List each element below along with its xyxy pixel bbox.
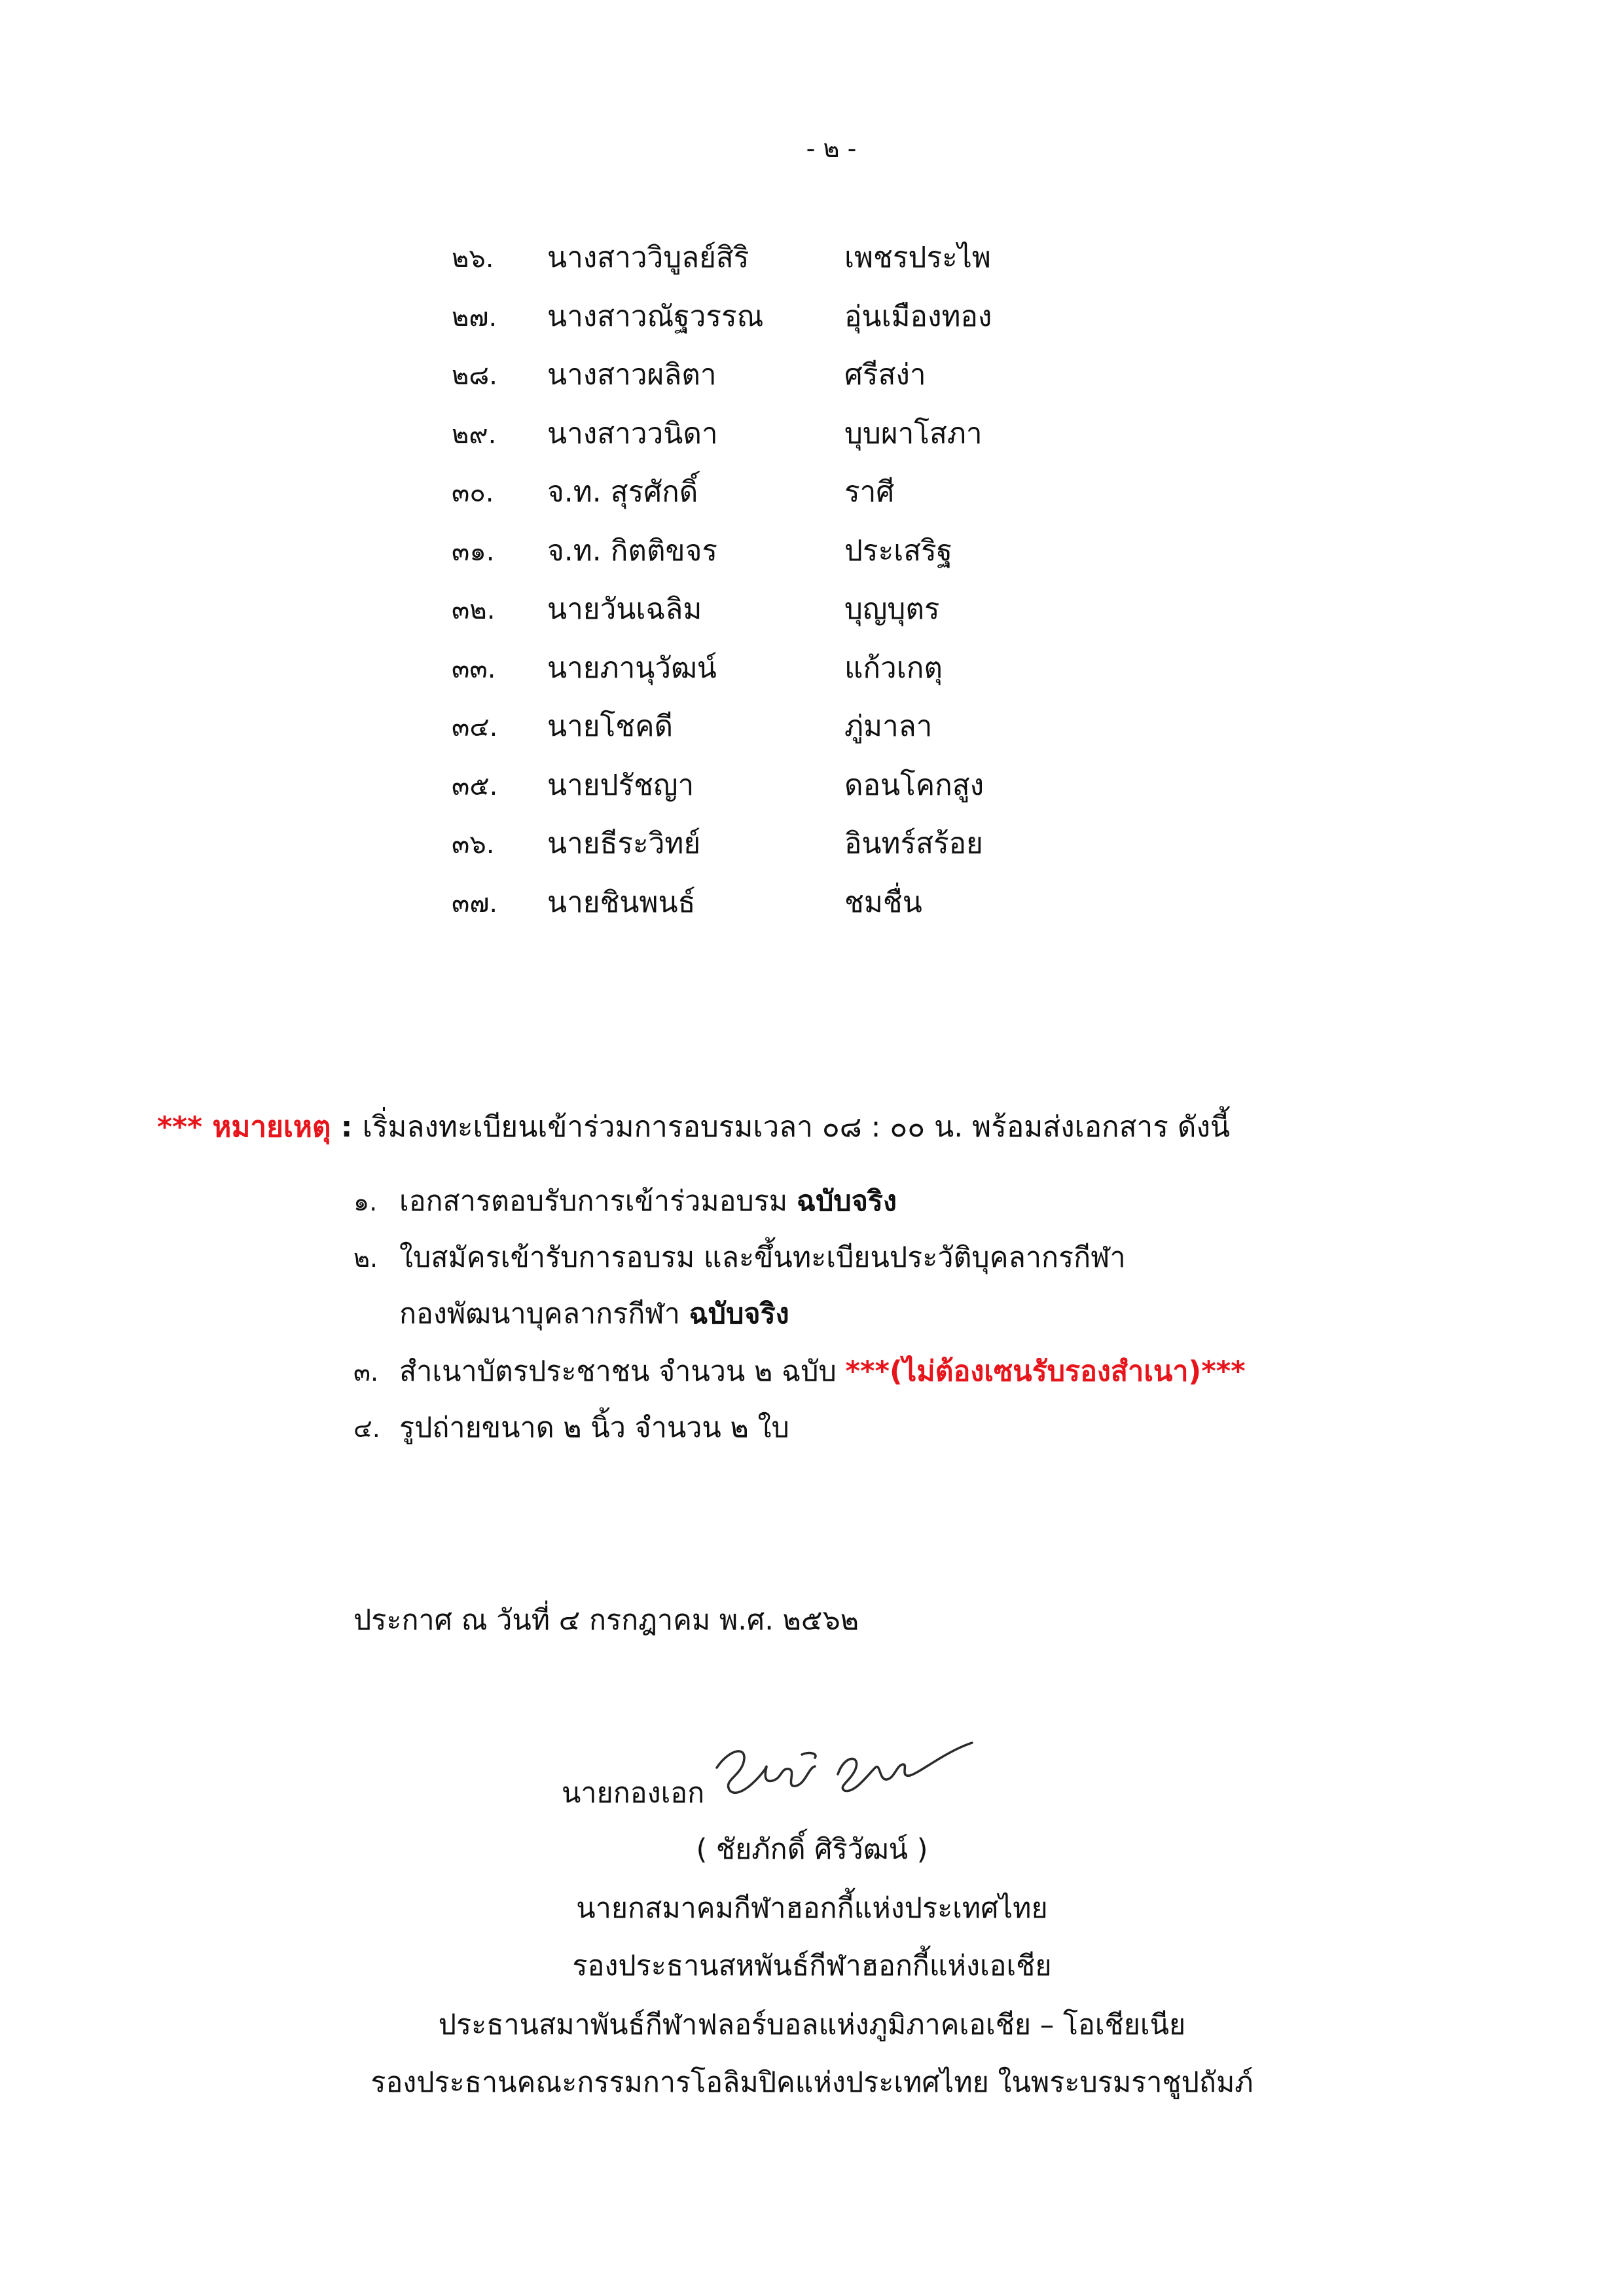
first-name: นายปรัชญา (547, 768, 695, 802)
handwritten-signature (704, 1728, 979, 1820)
first-name: นายธีระวิทย์ (547, 827, 701, 860)
item-number: ๓๕. (452, 771, 498, 801)
first-name: นางสาวผลิตา (547, 358, 717, 392)
signer-position-2: รองประธานสหพันธ์กีฬาฮอกกี้แห่งเอเชีย (572, 1950, 1052, 1982)
signer-name: ( ชัยภักดิ์ ศิริวัฒน์ ) (696, 1833, 928, 1866)
requirement-bold: ฉบับจริง (796, 1185, 897, 1218)
first-name: นางสาววนิดา (547, 416, 718, 450)
last-name: อุ่นเมืองทอง (844, 299, 992, 333)
item-number: ๒๙. (452, 419, 497, 450)
requirement-text: เอกสารตอบรับการเข้าร่วมอบรม (399, 1185, 797, 1218)
last-name: ศรีสง่า (844, 358, 926, 392)
signer-position-1: นายกสมาคมกีฬาฮอกกี้แห่งประเทศไทย (576, 1892, 1048, 1925)
item-number: ๓๔. (452, 712, 498, 742)
last-name: แก้วเกตุ (844, 651, 943, 685)
remark-line (157, 1104, 1230, 1150)
remark-colon: : (331, 1110, 363, 1144)
first-name: จ.ท. สุรศักดิ์ (547, 475, 698, 509)
requirement-item (353, 1291, 789, 1336)
signer-position-3: ประธานสมาพันธ์กีฬาฟลอร์บอลแห่งภูมิภาคเอเชีย – โอเชียเนีย (438, 2009, 1186, 2041)
item-number: ๓๐. (452, 478, 494, 508)
first-name: นายภานุวัฒน์ (547, 651, 717, 685)
requirement-number: ๔. (353, 1414, 380, 1443)
remark-label: *** หมายเหตุ (157, 1110, 331, 1144)
last-name: ภู่มาลา (844, 710, 933, 743)
requirement-item (353, 1178, 897, 1223)
announcement-date: ประกาศ ณ วันที่ ๔ กรกฎาคม พ.ศ. ๒๕๖๒ (353, 1604, 859, 1637)
item-number: ๒๘. (452, 361, 497, 391)
last-name: อินทร์สร้อย (844, 827, 983, 860)
last-name: บุญบุตร (844, 592, 940, 626)
item-number: ๓๗. (452, 888, 498, 919)
requirement-number: ๒. (353, 1244, 378, 1273)
requirement-item (353, 1235, 1126, 1279)
first-name: จ.ท. กิตติขจร (547, 534, 718, 568)
first-name: นายวันเฉลิม (547, 592, 702, 626)
last-name: ชมชื่น (844, 885, 922, 919)
last-name: ประเสริฐ (844, 534, 952, 568)
signer-rank: นายกองเอก (562, 1777, 705, 1810)
first-name: นางสาวณัฐวรรณ (547, 299, 764, 333)
first-name: นางสาววิบูลย์สิริ (547, 241, 749, 274)
first-name: นายโชคดี (547, 710, 674, 743)
remark-text: เริ่มลงทะเบียนเข้าร่วมการอบรมเวลา ๐๘ : ๐๐ น. พร้อมส่งเอกสาร ดังนี้ (362, 1110, 1231, 1144)
item-number: ๓๑. (452, 536, 495, 567)
item-number: ๓๖. (452, 829, 495, 860)
last-name: ดอนโคกสูง (844, 768, 984, 802)
last-name: บุบผาโสภา (844, 416, 983, 450)
requirement-text: รูปถ่ายขนาด ๒ นิ้ว จำนวน ๒ ใบ (399, 1412, 789, 1444)
page-number: - ๒ - (806, 134, 857, 163)
last-name: ราศี (844, 475, 895, 509)
requirement-note: ***(ไม่ต้องเซนรับรองสำเนา)*** (845, 1355, 1246, 1388)
requirement-bold: ฉบับจริง (689, 1298, 789, 1330)
requirement-item (353, 1349, 1246, 1393)
item-number: ๓๓. (452, 653, 496, 684)
requirement-number: ๑. (353, 1188, 378, 1216)
item-number: ๒๗. (452, 302, 497, 333)
signer-position-4: รองประธานคณะกรรมการโอลิมปิคแห่งประเทศไทย ในพระบรมราชูปถัมภ์ (370, 2066, 1254, 2099)
last-name: เพชรประไพ (844, 241, 991, 274)
requirement-text: ใบสมัครเข้ารับการอบรม และขึ้นทะเบียนประวัติบุคลากรกีฬา (399, 1241, 1126, 1274)
requirement-number: ๓. (353, 1358, 379, 1387)
requirement-text: กองพัฒนาบุคลากรกีฬา (399, 1298, 689, 1330)
requirement-text: สำเนาบัตรประชาชน จำนวน ๒ ฉบับ (399, 1355, 846, 1388)
first-name: นายชินพนธ์ (547, 885, 696, 919)
item-number: ๓๒. (452, 595, 496, 625)
item-number: ๒๖. (452, 244, 494, 274)
requirement-item (353, 1405, 789, 1449)
